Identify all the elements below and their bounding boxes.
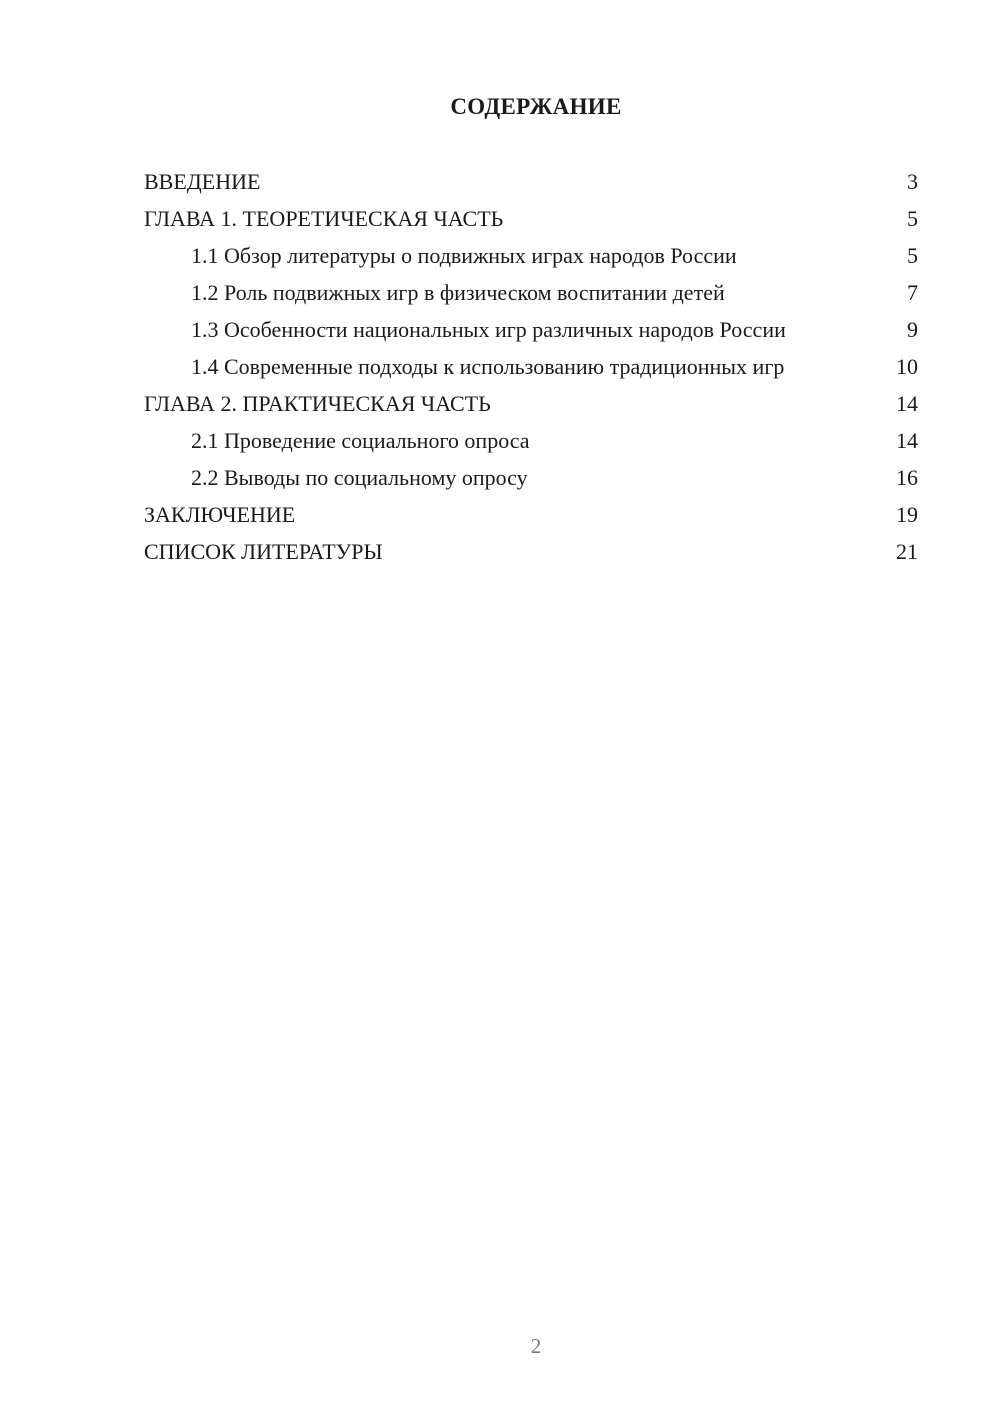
- table-of-contents: [144, 168, 918, 575]
- toc-entry-label: 1.2 Роль подвижных игр в физическом воспитании детей: [191, 280, 725, 305]
- toc-subentry: [144, 464, 918, 491]
- toc-entry-label: 2.2 Выводы по социальному опросу: [191, 465, 528, 490]
- toc-entry-page: 16: [896, 465, 918, 490]
- toc-entry-page: 5: [907, 243, 918, 268]
- toc-entry: [144, 205, 918, 232]
- toc-entry-label: СПИСОК ЛИТЕРАТУРЫ: [144, 539, 383, 564]
- toc-entry-page: 21: [896, 539, 918, 564]
- toc-entry-label: ГЛАВА 1. ТЕОРЕТИЧЕСКАЯ ЧАСТЬ: [144, 206, 504, 231]
- toc-subentry: [144, 353, 918, 380]
- toc-entry-label: 1.1 Обзор литературы о подвижных играх народов России: [191, 243, 737, 268]
- toc-entry-page: 19: [896, 502, 918, 527]
- toc-subentry: [144, 427, 918, 454]
- toc-entry-page: 14: [896, 428, 918, 453]
- toc-entry: [144, 390, 918, 417]
- toc-entry-label: 2.1 Проведение социального опроса: [191, 428, 530, 453]
- toc-entry-page: 5: [907, 206, 918, 231]
- toc-entry: [144, 538, 918, 565]
- toc-entry: [144, 501, 918, 528]
- toc-entry-label: 1.3 Особенности национальных игр различных народов России: [191, 317, 786, 342]
- toc-entry-page: 7: [907, 280, 918, 305]
- toc-entry-label: 1.4 Современные подходы к использованию традиционных игр: [191, 354, 785, 379]
- toc-subentry: [144, 279, 918, 306]
- toc-entry: [144, 168, 918, 195]
- toc-subentry: [144, 242, 918, 269]
- toc-entry-page: 9: [907, 317, 918, 342]
- toc-entry-label: ЗАКЛЮЧЕНИЕ: [144, 502, 296, 527]
- toc-entry-page: 10: [896, 354, 918, 379]
- toc-entry-page: 3: [907, 169, 918, 194]
- toc-subentry: [144, 316, 918, 343]
- toc-entry-label: ВВЕДЕНИЕ: [144, 169, 261, 194]
- toc-entry-page: 14: [896, 391, 918, 416]
- toc-entry-label: ГЛАВА 2. ПРАКТИЧЕСКАЯ ЧАСТЬ: [144, 391, 491, 416]
- page-number: 2: [530, 1334, 542, 1358]
- page-title: СОДЕРЖАНИЕ: [450, 94, 622, 119]
